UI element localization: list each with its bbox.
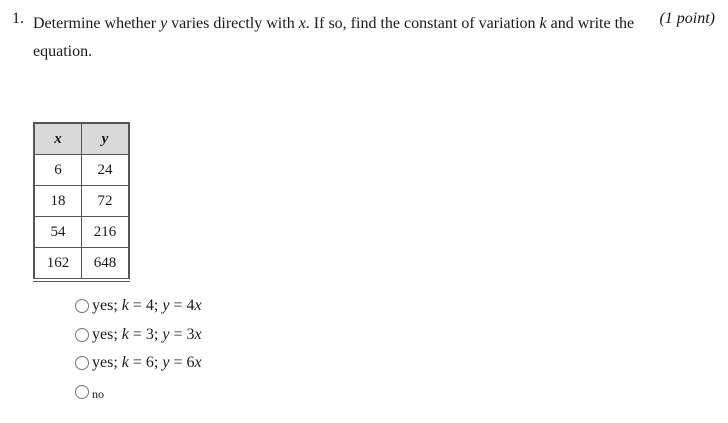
table-header-y: y [82, 123, 130, 155]
radio-button[interactable] [75, 385, 89, 399]
option-label: no [92, 387, 104, 402]
table-cell: 18 [34, 186, 82, 217]
table-row [34, 186, 129, 217]
option-label: yes; k = 6; y = 6x [92, 354, 202, 372]
answer-option-3[interactable] [75, 349, 202, 378]
answer-option-1[interactable] [75, 292, 202, 321]
table-cell: 24 [82, 155, 130, 186]
table-cell: 216 [82, 217, 130, 248]
option-label: yes; k = 3; y = 3x [92, 325, 202, 343]
question-number: 1. [12, 10, 24, 27]
answer-options [75, 292, 202, 406]
table-cell: 54 [34, 217, 82, 248]
table-header-row [34, 123, 129, 155]
xy-table [33, 122, 130, 282]
table-cell: 648 [82, 248, 130, 281]
table-cell: 162 [34, 248, 82, 281]
radio-button[interactable] [75, 299, 89, 313]
table-row [34, 217, 129, 248]
table-row [34, 155, 129, 186]
table-cell: 6 [34, 155, 82, 186]
table-row [34, 248, 129, 281]
answer-option-4[interactable] [75, 378, 202, 407]
question-points: (1 point) [659, 10, 715, 27]
answer-option-2[interactable] [75, 321, 202, 350]
table-header-x: x [34, 123, 82, 155]
question-text: Determine whether y varies directly with x. If so, find the constant of variation k and write the equation. [33, 15, 635, 60]
radio-button[interactable] [75, 328, 89, 342]
table-cell: 72 [82, 186, 130, 217]
radio-button[interactable] [75, 356, 89, 370]
option-label: yes; k = 4; y = 4x [92, 297, 202, 315]
